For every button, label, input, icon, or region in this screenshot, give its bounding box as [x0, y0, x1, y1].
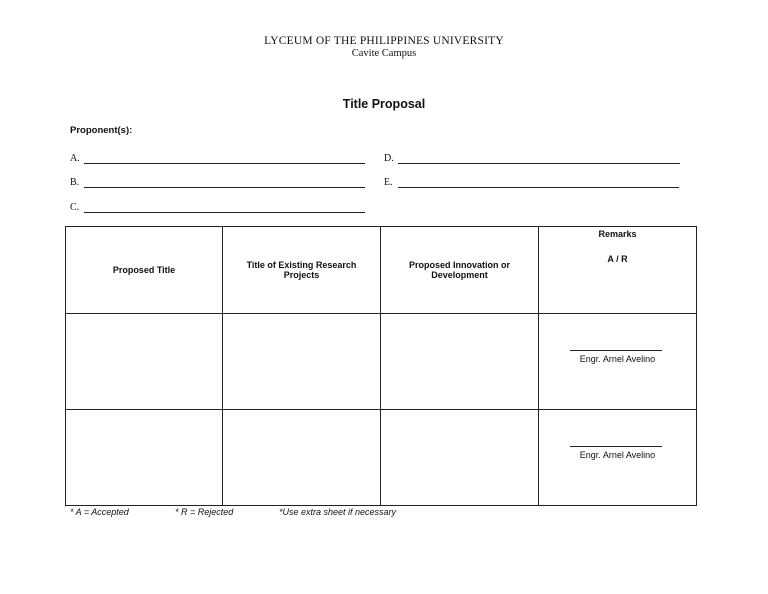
proponent-letter: E. — [384, 177, 393, 188]
signatory-name: Engr. Arnel Avelino — [579, 450, 656, 460]
table-row — [66, 410, 697, 506]
proponent-letter: C. — [70, 202, 80, 213]
proponent-letter: A. — [70, 153, 80, 164]
university-name: LYCEUM OF THE PHILIPPINES UNIVERSITY — [264, 35, 504, 47]
table-row — [66, 314, 697, 410]
footnote-rejected: * R = Rejected — [175, 507, 234, 517]
cell-innovation[interactable] — [381, 410, 539, 506]
remarks-sub-label: A / R — [607, 254, 628, 264]
proponent-line-e[interactable] — [384, 177, 679, 188]
proponent-blank[interactable] — [84, 178, 365, 188]
cell-existing-research[interactable] — [223, 410, 381, 506]
cell-innovation[interactable] — [381, 314, 539, 410]
cell-proposed-title[interactable] — [66, 314, 223, 410]
proponents-label: Proponent(s): — [70, 125, 133, 136]
table-header-row — [66, 227, 697, 314]
proponent-blank[interactable] — [84, 154, 365, 164]
remarks-label: Remarks — [598, 229, 637, 239]
proposal-table — [65, 226, 697, 506]
signature-line — [570, 350, 662, 351]
footnote-extra-sheet: *Use extra sheet if necessary — [279, 507, 397, 517]
proponent-line-b[interactable] — [70, 177, 365, 188]
cell-proposed-title[interactable] — [66, 410, 223, 506]
proponent-line-d[interactable] — [384, 153, 680, 164]
cell-remarks[interactable] — [539, 314, 697, 410]
footnote-accepted: * A = Accepted — [70, 507, 129, 517]
cell-existing-research[interactable] — [223, 314, 381, 410]
campus-name: Cavite Campus — [351, 48, 417, 59]
header-existing-research: Title of Existing Research Projects — [223, 227, 381, 314]
proponent-blank[interactable] — [398, 154, 680, 164]
header-innovation: Proposed Innovation or Development — [381, 227, 539, 314]
proponent-line-c[interactable] — [70, 202, 365, 213]
proponent-letter: D. — [384, 153, 394, 164]
header-remarks — [539, 227, 697, 314]
proponent-letter: B. — [70, 177, 80, 188]
cell-remarks[interactable] — [539, 410, 697, 506]
signatory-name: Engr. Arnel Avelino — [579, 354, 656, 364]
proponent-line-a[interactable] — [70, 153, 365, 164]
header-proposed-title: Proposed Title — [66, 227, 223, 314]
signature-line — [570, 446, 662, 447]
proponent-blank[interactable] — [84, 203, 365, 213]
proponent-blank[interactable] — [398, 178, 679, 188]
document-title: Title Proposal — [342, 97, 426, 111]
